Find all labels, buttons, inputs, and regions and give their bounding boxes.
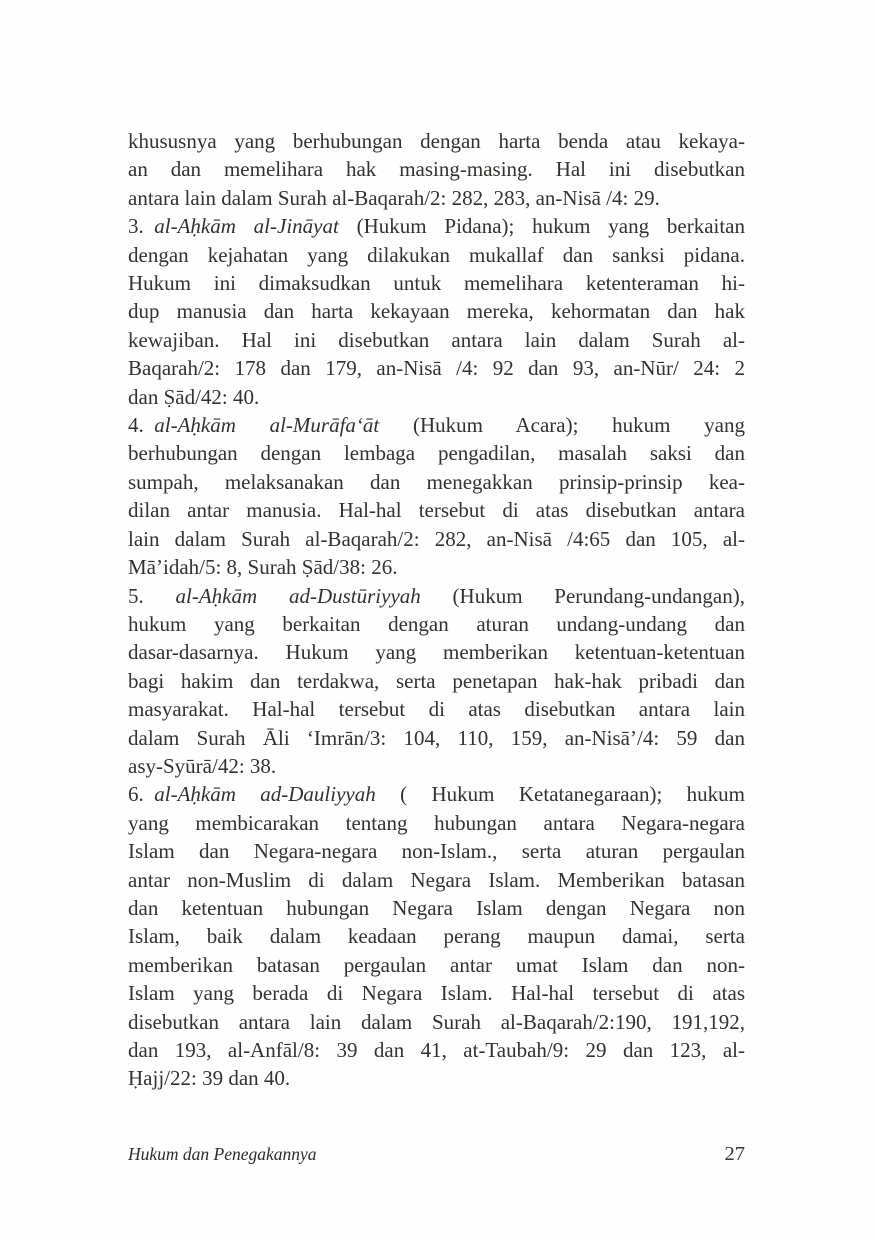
text-line	[128, 724, 745, 752]
para-item-4	[128, 411, 745, 581]
text-segment: dalam Surah Āli ‘Imrān/3: 104, 110, 159, an-Nisā’/4: 59 dan	[128, 725, 745, 750]
text-segment: Ḥajj/22: 39 dan 40.	[128, 1066, 291, 1091]
page-number: 27	[724, 1143, 745, 1165]
text-line	[128, 667, 745, 695]
text-line	[128, 809, 745, 837]
text-segment: Islam, baik dalam keadaan perang maupun damai, serta	[128, 924, 745, 949]
text-line	[128, 1036, 745, 1064]
para-item-5	[128, 582, 745, 781]
text-line	[128, 951, 745, 979]
text-line	[128, 837, 745, 865]
text-segment: dengan kejahatan yang dilakukan mukallaf dan sanksi pidana.	[128, 242, 745, 267]
text-line	[128, 610, 745, 638]
text-segment: Islam yang berada di Negara Islam. Hal-hal tersebut di atas	[128, 981, 745, 1006]
arabic-term: al-Aḥkām ad-Dauliyyah	[154, 782, 376, 807]
text-segment: (Hukum Pidana); hukum yang berkaitan	[338, 214, 746, 239]
text-line	[128, 525, 745, 553]
text-segment: antara lain dalam Surah al-Baqarah/2: 282, 283, an-Nisā /4: 29.	[128, 185, 660, 210]
text-segment: dup manusia dan harta kekayaan mereka, kehormatan dan hak	[128, 299, 745, 324]
text-segment: disebutkan antara lain dalam Surah al-Baqarah/2:190, 191,192,	[128, 1009, 745, 1034]
text-line	[128, 326, 745, 354]
text-line	[128, 439, 745, 467]
text-segment: Mā’idah/5: 8, Surah Ṣād/38: 26.	[128, 555, 398, 580]
text-segment: dasar-dasarnya. Hukum yang memberikan ketentuan-ketentuan	[128, 640, 745, 665]
text-segment: ( Hukum Ketatanegaraan); hukum	[375, 782, 745, 807]
text-line	[128, 297, 745, 325]
text-segment: 3.	[128, 214, 155, 239]
text-line	[128, 780, 745, 808]
arabic-term: al-Aḥkām ad-Dustūriyyah	[175, 583, 421, 608]
text-line	[128, 553, 745, 581]
text-segment: asy-Syūrā/42: 38.	[128, 753, 277, 778]
text-line	[128, 866, 745, 894]
text-line	[128, 922, 745, 950]
text-segment: dan Ṣād/42: 40.	[128, 384, 260, 409]
text-line	[128, 638, 745, 666]
text-line	[128, 411, 745, 439]
text-segment: khususnya yang berhubungan dengan harta benda atau kekaya-	[128, 129, 745, 153]
page-footer	[128, 1143, 745, 1166]
para-item-3	[128, 212, 745, 411]
text-segment: sumpah, melaksanakan dan menegakkan prinsip-prinsip kea-	[128, 469, 745, 494]
arabic-term: al-Aḥkām al-Murāfa‘āt	[154, 413, 380, 438]
text-segment: 6.	[128, 782, 155, 807]
text-segment: berhubungan dengan lembaga pengadilan, masalah saksi dan	[128, 441, 745, 466]
text-segment: Hukum ini dimaksudkan untuk memelihara ketenteraman hi-	[128, 271, 745, 296]
running-title: Hukum dan Penegakannya	[128, 1144, 317, 1164]
text-segment: masyarakat. Hal-hal tersebut di atas disebutkan antara lain	[128, 697, 745, 722]
text-line	[128, 212, 745, 240]
text-segment: (Hukum Perundang-undangan),	[420, 583, 745, 608]
text-line	[128, 468, 745, 496]
text-segment: dan 193, al-Anfāl/8: 39 dan 41, at-Taubah/9: 29 dan 123, al-	[128, 1038, 745, 1062]
text-segment: memberikan batasan pergaulan antar umat Islam dan non-	[128, 952, 745, 977]
text-segment: yang membicarakan tentang hubungan antara Negara-negara	[128, 810, 745, 835]
text-line	[128, 383, 745, 411]
text-line	[128, 184, 745, 212]
para-item-6	[128, 780, 745, 1092]
text-line	[128, 496, 745, 524]
text-line	[128, 1064, 745, 1092]
text-line	[128, 354, 745, 382]
text-line	[128, 155, 745, 183]
text-segment: Islam dan Negara-negara non-Islam., serta aturan pergaulan	[128, 839, 745, 864]
text-segment: kewajiban. Hal ini disebutkan antara lain dalam Surah al-	[128, 327, 745, 352]
text-segment: 4.	[128, 413, 155, 438]
text-segment: dilan antar manusia. Hal-hal tersebut di atas disebutkan antara	[128, 498, 745, 523]
text-segment: Baqarah/2: 178 dan 179, an-Nisā /4: 92 dan 93, an-Nūr/ 24: 2	[128, 356, 745, 381]
text-line	[128, 269, 745, 297]
text-segment: 5.	[128, 583, 176, 608]
text-line	[128, 1008, 745, 1036]
text-line	[128, 752, 745, 780]
text-line	[128, 241, 745, 269]
text-segment: an dan memelihara hak masing-masing. Hal ini disebutkan	[128, 157, 745, 182]
text-line	[128, 127, 745, 155]
text-line	[128, 894, 745, 922]
text-segment: (Hukum Acara); hukum yang	[379, 413, 745, 438]
text-line	[128, 695, 745, 723]
text-segment: antar non-Muslim di dalam Negara Islam. Memberikan batasan	[128, 867, 745, 892]
text-segment: bagi hakim dan terdakwa, serta penetapan hak-hak pribadi dan	[128, 668, 745, 693]
para-item-2-continuation	[128, 127, 745, 212]
text-line	[128, 979, 745, 1007]
arabic-term: al-Aḥkām al-Jināyat	[154, 214, 339, 239]
text-line	[128, 582, 745, 610]
text-segment: hukum yang berkaitan dengan aturan undang-undang dan	[128, 611, 745, 636]
text-block	[128, 127, 745, 1093]
text-segment: lain dalam Surah al-Baqarah/2: 282, an-Nisā /4:65 dan 105, al-	[128, 526, 745, 551]
text-segment: dan ketentuan hubungan Negara Islam dengan Negara non	[128, 895, 745, 920]
